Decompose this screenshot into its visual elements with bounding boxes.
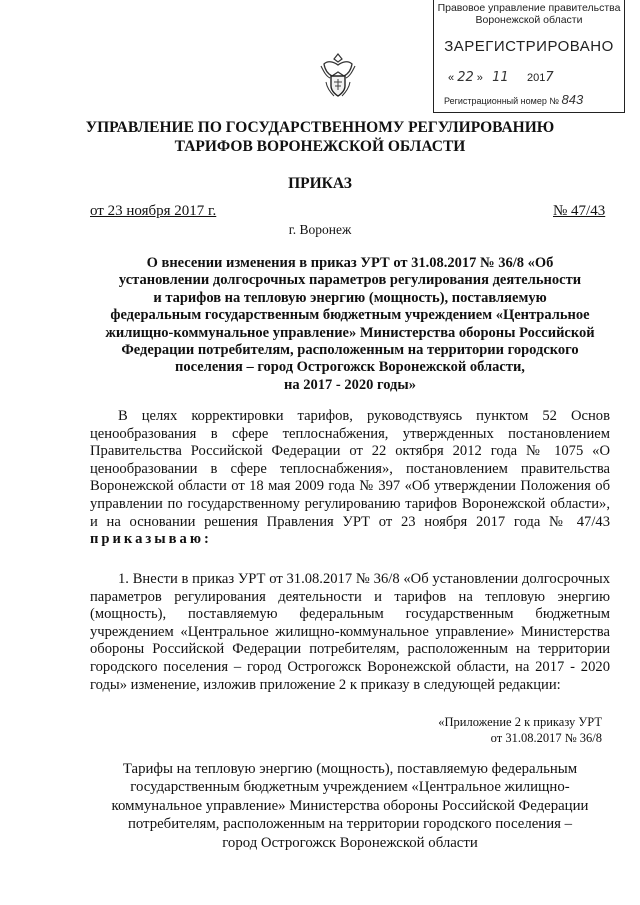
subject-line: на 2017 - 2020 годы» <box>284 376 416 393</box>
agency-heading-line-2: ТАРИФОВ ВОРОНЕЖСКОЙ ОБЛАСТИ <box>174 138 466 155</box>
registration-stamp <box>433 0 625 113</box>
agency-heading-line-1: УПРАВЛЕНИЕ ПО ГОСУДАРСТВЕННОМУ РЕГУЛИРОВАНИЮ <box>85 119 555 136</box>
preamble-paragraph <box>90 408 610 549</box>
preamble-text: В целях корректировки тарифов, руководствуясь пунктом 52 Основ ценообразования в сфере теплоснабжения, утвержденных постановлением Правительства Российской Федерации от 22 октября 2012 года № 1075 «О ценообразовании в сфере теплоснабжения», постановлением правительства Воронежской области от 18 мая 2009 года № 397 «Об утверждении Положения об управлении по государственному регулированию тарифов Воронежской области», и на основании решения Правления УРТ от 23 ноября 2017 года № 47/43 <box>90 408 610 530</box>
appendix-line-1: «Приложение 2 к приказу УРТ <box>438 715 602 729</box>
stamp-org-line-2: Воронежской области <box>475 14 583 26</box>
order-command: приказываю: <box>90 531 212 548</box>
subject-line: установлении долгосрочных параметров регулирования деятельности <box>118 272 582 289</box>
tariff-heading-line: город Острогожск Воронежской области <box>222 834 478 851</box>
stamp-reg-label: Регистрационный номер № <box>444 96 560 106</box>
tariff-heading-line: государственным бюджетным учреждением «Центральное жилищно- <box>130 779 570 796</box>
stamp-date-year-prefix: 201 <box>526 72 546 84</box>
order-subject <box>90 255 610 394</box>
subject-line: поселения – город Острогожск Воронежской области, <box>175 359 525 376</box>
stamp-date <box>448 70 554 85</box>
coat-of-arms-icon <box>318 52 358 100</box>
subject-line: Федерации потребителям, расположенным на территории городского <box>121 342 579 359</box>
stamp-org-line-1: Правовое управление правительства <box>437 2 621 14</box>
stamp-organization <box>434 2 624 26</box>
stamp-date-open-quote: « <box>448 72 455 84</box>
clause-1-paragraph: 1. Внести в приказ УРТ от 31.08.2017 № 36/8 «Об установлении долгосрочных параметров регулирования деятельности и тарифов на тепловую энергию (мощность), поставляемую федеральным государственным бюджетным учреждением «Центральное жилищно-коммунальное управление» Министерства обороны Российской Федерации потребителям, расположенным на территории городского поселения – город Острогожск Воронежской области, на 2017 - 2020 годы» изменение, изложив приложение 2 к приказу в следующей редакции: <box>90 571 610 693</box>
stamp-date-day: 22 <box>457 70 474 85</box>
tariff-heading-line: потребителям, расположенным на территории городского поселения – <box>127 816 573 833</box>
agency-heading <box>40 118 600 156</box>
subject-line: федеральным государственным бюджетным учреждением «Центральное <box>110 307 590 324</box>
tariff-heading <box>80 760 620 852</box>
appendix-reference <box>330 714 602 746</box>
stamp-registered-label: ЗАРЕГИСТРИРОВАНО <box>444 38 614 55</box>
subject-line: О внесении изменения в приказ УРТ от 31.08.2017 № 36/8 «Об <box>146 255 554 271</box>
order-city: г. Воронеж <box>288 222 352 237</box>
tariff-heading-line: Тарифы на тепловую энергию (мощность), поставляемую федеральным <box>122 761 578 777</box>
document-type: ПРИКАЗ <box>288 175 352 192</box>
subject-line: жилищно-коммунальное управление» Министерства обороны Российской <box>105 324 595 341</box>
stamp-date-year-suffix: 7 <box>545 70 554 85</box>
stamp-reg-number: 843 <box>561 92 584 107</box>
appendix-line-2: от 31.08.2017 № 36/8 <box>490 731 602 745</box>
order-number: № 47/43 <box>553 203 606 219</box>
tariff-heading-line: коммунальное управление» Министерства обороны Российской Федерации <box>111 797 589 814</box>
subject-line: и тарифов на тепловую энергию (мощность), поставляемую <box>153 289 547 306</box>
stamp-date-month: 11 <box>492 70 509 85</box>
stamp-registration-number <box>444 92 583 107</box>
stamp-date-close-quote: » <box>476 72 483 84</box>
order-date: от 23 ноября 2017 г. <box>90 203 217 219</box>
